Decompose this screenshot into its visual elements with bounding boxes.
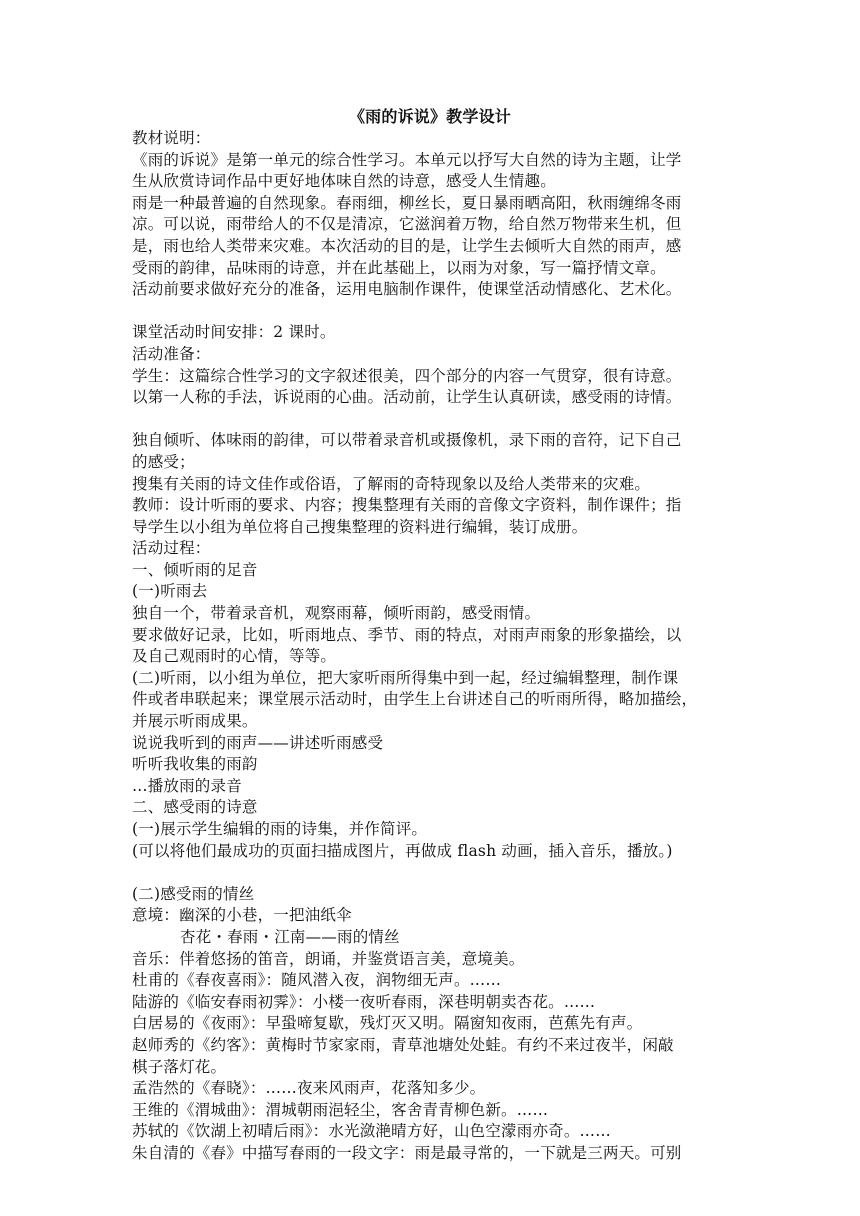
text-line: 导学生以小组为单位将自己搜集整理的资料进行编辑，装订成册。 (132, 517, 588, 536)
text-line: 学生：这篇综合性学习的文字叙述很美，四个部分的内容一气贯穿，很有诗意。 (132, 366, 682, 385)
text-line: 苏轼的《饮湖上初晴后雨》：水光潋滟晴方好，山色空濛雨亦奇。…… (132, 1122, 611, 1141)
text-line: 棋子落灯花。 (132, 1057, 227, 1076)
text-line: 朱自清的《春》中描写春雨的一段文字：雨是最寻常的，一下就是三两天。可别 (132, 1143, 682, 1162)
subsection-heading: (一)听雨去 (132, 582, 208, 601)
text-line: …播放雨的录音 (132, 776, 242, 795)
text-line: 的感受； (132, 452, 195, 471)
text-line: 课堂活动时间安排：2 课时。 (132, 323, 336, 342)
text-line: 意境：幽深的小巷，一把油纸伞 (132, 906, 352, 925)
text-line: 听听我收集的雨韵 (132, 755, 258, 774)
text-line: 以第一人称的手法，诉说雨的心曲。活动前，让学生认真研读，感受雨的诗情。 (132, 388, 682, 407)
text-line: 孟浩然的《春晓》：……夜来风雨声，花落知多少。 (132, 1079, 486, 1098)
text-line: 是，雨也给人类带来灾难。本次活动的目的是，让学生去倾听大自然的雨声，感 (132, 236, 682, 255)
subsection-heading: (二)感受雨的情丝 (132, 884, 255, 903)
blank-line (132, 409, 742, 431)
text-line: 受雨的韵律，品味雨的诗意，并在此基础上，以雨为对象，写一篇抒情文章。 (132, 258, 666, 277)
text-line: 教师：设计听雨的要求、内容；搜集整理有关雨的音像文字资料，制作课件；指 (132, 496, 682, 515)
text-line: 白居易的《夜雨》：早蛩啼复歇，残灯灭又明。隔窗知夜雨，芭蕉先有声。 (132, 1014, 643, 1033)
text-line: 杏花・春雨・江南——雨的情丝 (180, 927, 400, 946)
blank-line (132, 301, 742, 323)
text-line: 赵师秀的《约客》：黄梅时节家家雨，青草池塘处处蛙。有约不来过夜半，闲敲 (132, 1035, 674, 1054)
text-line: 王维的《渭城曲》：渭城朝雨浥轻尘，客舍青青柳色新。…… (132, 1100, 549, 1119)
text-line: 要求做好记录，比如，听雨地点、季节、雨的特点，对雨声雨象的形象描绘，以 (132, 625, 682, 644)
text-line: 生从欣赏诗词作品中更好地体味自然的诗意，感受人生情趣。 (132, 172, 556, 191)
text-line: 杜甫的《春夜喜雨》：随风潜入夜，润物细无声。…… (132, 971, 502, 990)
text-line: 件或者串联起来；课堂展示活动时，由学生上台讲述自己的听雨所得，略加描绘， (132, 690, 698, 709)
text-line: 音乐：伴着悠扬的笛音，朗诵，并鉴赏语言美，意境美。 (132, 949, 525, 968)
text-line: 活动过程： (132, 539, 211, 558)
text-line: 活动准备： (132, 344, 211, 363)
text-line: (一)展示学生编辑的雨的诗集，并作简评。 (132, 820, 428, 838)
text-line: 独自一个，带着录音机，观察雨幕，倾听雨韵，感受雨情。 (132, 604, 541, 623)
text-line: (可以将他们最成功的页面扫描成图片，再做成 flash 动画，插入音乐，播放。) (132, 841, 673, 860)
text-line: 及自己观雨时的心情，等等。 (132, 647, 337, 666)
text-line: 搜集有关雨的诗文佳作或俗语，了解雨的奇特现象以及给人类带来的灾难。 (132, 474, 651, 493)
text-line: 并展示听雨成果。 (132, 712, 258, 731)
section-heading: 二、感受雨的诗意 (132, 798, 258, 817)
section-heading: 一、倾听雨的足音 (132, 560, 258, 579)
document-body (132, 128, 742, 1165)
text-line: 雨是一种最普遍的自然现象。春雨细，柳丝长，夏日暴雨晒高阳，秋雨缠绵冬雨 (132, 193, 682, 212)
document-title: 《雨的诉说》教学设计 (348, 107, 511, 126)
text-line: 凉。可以说，雨带给人的不仅是清凉，它滋润着万物，给自然万物带来生机，但 (132, 215, 682, 234)
text-line: 《雨的诉说》是第一单元的综合性学习。本单元以抒写大自然的诗为主题，让学 (132, 150, 682, 169)
text-line: (二)听雨，以小组为单位，把大家听雨所得集中到一起，经过编辑整理，制作课 (132, 668, 679, 687)
text-line: 陆游的《临安春雨初霁》：小楼一夜听春雨，深巷明朝卖杏花。…… (132, 992, 596, 1011)
text-line: 说说我听到的雨声——讲述听雨感受 (132, 733, 384, 752)
text-line: 独自倾听、体味雨的韵律，可以带着录音机或摄像机，录下雨的音符，记下自己 (132, 431, 682, 450)
text-line: 活动前要求做好充分的准备，运用电脑制作课件，使课堂活动情感化、艺术化。 (132, 280, 682, 299)
text-line: 教材说明： (132, 129, 211, 147)
blank-line (132, 862, 742, 884)
